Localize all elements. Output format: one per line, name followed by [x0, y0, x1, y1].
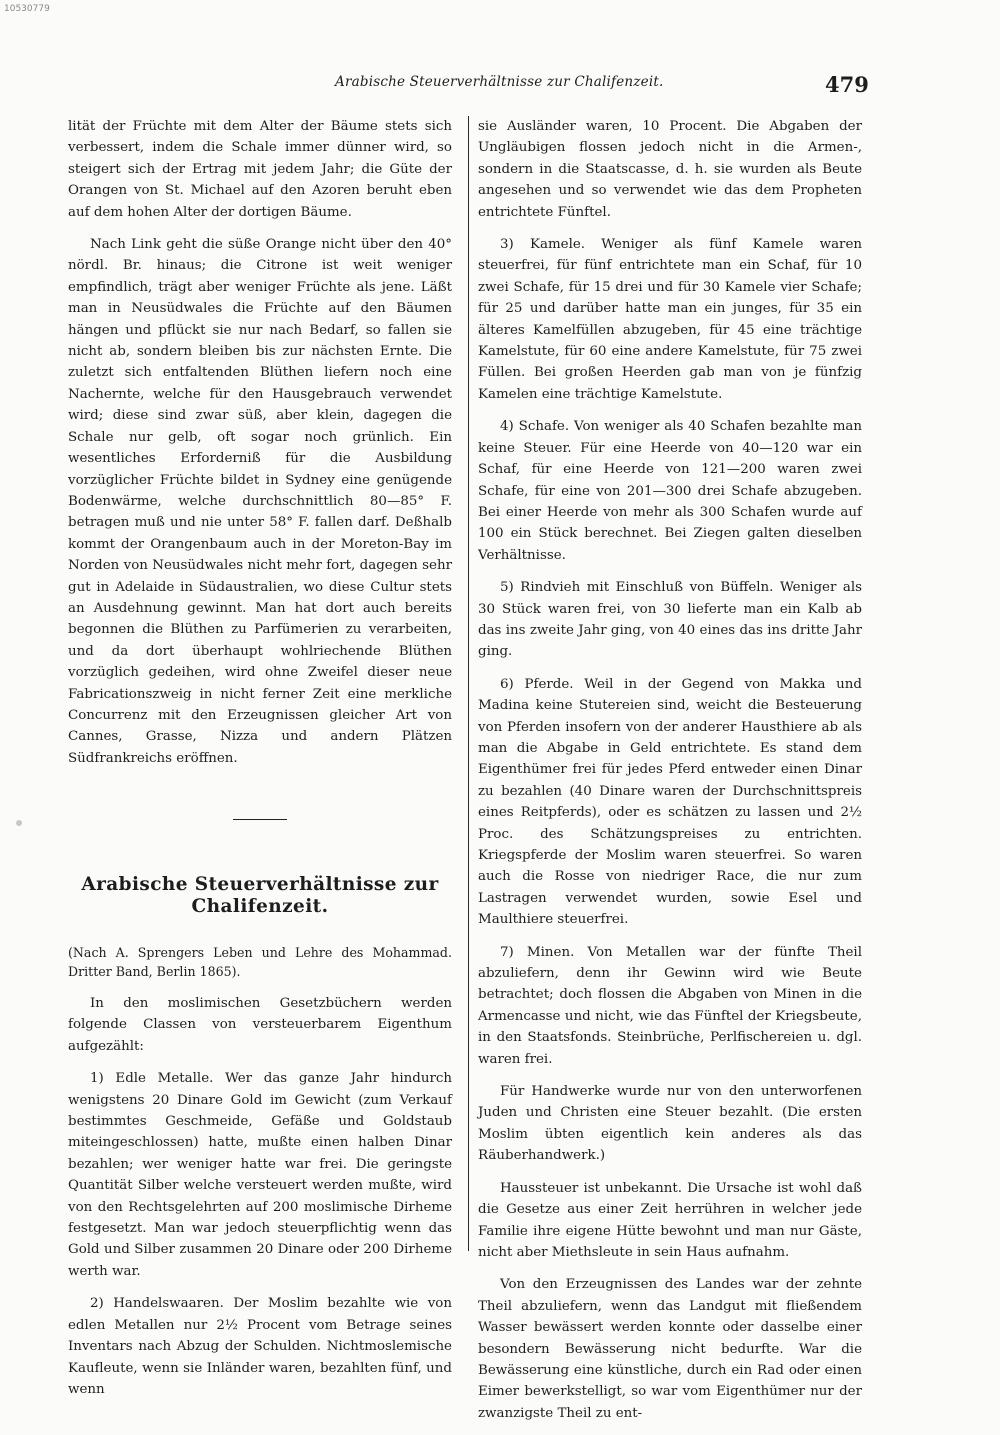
paragraph: 1) Edle Metalle. Wer das ganze Jahr hindurch wenigstens 20 Dinare Gold im Gewicht (zum Verkauf bestimmtes Geschmeide, Gefäße und Goldstaub miteingeschlossen) hatte, mußte einen halben Dinar bezahlen; wer weniger hatte war frei. Die geringste Quantität Silber welche versteuert werden mußte, wird von den Rechtsgelehrten auf 200 moslimische Dirheme festgesetzt. Man war jedoch steuerpflichtig wenn das Gold und Silber zusammen 20 Dinare oder 200 Dirheme werth war. — [68, 1071, 452, 1279]
column-divider — [468, 116, 469, 1251]
paragraph: Nach Link geht die süße Orange nicht über den 40° nördl. Br. hinaus; die Citrone ist weit weniger empfindlich, trägt aber weniger Früchte als jene. Läßt man in Neusüdwales die Früchte auf den Bäumen hängen und pflückt sie nur nach Bedarf, so fallen sie nicht ab, sondern bleiben bis zur nächsten Ernte. Die zuletzt sich entfaltenden Blüthen liefern noch eine Nachernte, welche für den Hausgebrauch verwendet wird; diese sind zwar süß, aber klein, dagegen die Schale nur gelb, oft sogar noch grünlich. Ein wesentliches Erforderniß für die Ausbildung vorzüglicher Früchte bildet in Sydney eine genügende Bodenwärme, welche durchschnittlich 80—85° F. betragen muß und nie unter 58° F. fallen darf. Deßhalb kommt der Orangenbaum auch in der Moreton-Bay im Norden von Neusüdwales nicht mehr fort, dagegen sehr gut in Adelaide in Südaustralien, wo diese Cultur stets an Ausdehnung gewinnt. Man hat dort auch bereits begonnen die Blüthen zu Parfümerien zu verarbeiten, und da dort überhaupt wohlriechende Blüthen vorzüglich gedeihen, wird ohne Zweifel dieser neue Fabricationszweig in nicht ferner Zeit eine merkliche Concurrenz mit den Erzeugnissen gleicher Art von Cannes, Grasse, Nizza und andern Plätzen Südfrankreichs eröffnen. — [68, 237, 452, 766]
paragraph: lität der Früchte mit dem Alter der Bäume stets sich verbessert, indem die Schale immer dünner wird, so steigert sich der Ertrag mit jedem Jahr; die Güte der Orangen von St. Michael auf den Azoren beruht eben auf dem hohen Alter der dortigen Bäume. — [68, 119, 452, 220]
paragraph: 7) Minen. Von Metallen war der fünfte Theil abzuliefern, denn ihr Gewinn wird wie Beute betrachtet; doch flossen die Abgaben von Minen in die Armencasse und nicht, wie das Fünftel der Kriegsbeute, in den Staatsfonds. Steinbrüche, Perlfischereien u. dgl. waren frei. — [478, 944, 862, 1067]
paragraph: 3) Kamele. Weniger als fünf Kamele waren steuerfrei, für fünf entrichtete man ein Schaf, für 10 zwei Schafe, für 15 drei und für 30 Kamele vier Schafe; für 25 und darüber hatte man ein junges, für 35 ein älteres Kamelfüllen abzugeben, für 45 eine trächtige Kamelstute, für 60 eine andere Kamelstute, für 75 zwei Füllen. Bei großen Heerden gab man von je fünfzig Kamelen eine trächtige Kamelstute. — [478, 237, 862, 402]
paragraph: Haussteuer ist unbekannt. Die Ursache ist wohl daß die Gesetze aus einer Zeit herrühren in welcher jede Familie ihre eigene Hütte bewohnt und man nur Gäste, nicht aber Miethsleute in sein Haus aufnahm. — [478, 1180, 862, 1260]
source-note: (Nach A. Sprengers Leben und Lehre des Mohammad. Dritter Band, Berlin 1865). — [68, 945, 452, 979]
paragraph: Für Handwerke wurde nur von den unterworfenen Juden und Christen eine Steuer bezahlt. (Die ersten Moslim übten eigentlich kein anderes als das Räuberhandwerk.) — [478, 1084, 862, 1164]
paragraph: Von den Erzeugnissen des Landes war der zehnte Theil abzuliefern, wenn das Landgut mit fließendem Wasser bewässert werden konnte oder dasselbe einer besondern Bewässerung nicht bedurfte. War die Bewässerung eine künstliche, durch ein Rad oder einen Eimer bewerkstelligt, so war vom Eigenthümer nur der zwanzigste Theil zu ent- — [478, 1277, 862, 1421]
paragraph: 2) Handelswaaren. Der Moslim bezahlte wie von edlen Metallen nur 2½ Procent vom Betrage seines Inventars nach Abzug der Schulden. Nichtmoslemische Kaufleute, wenn sie Inländer waren, bezahlten fünf, und wenn — [68, 1296, 452, 1397]
paragraph: 4) Schafe. Von weniger als 40 Schafen bezahlte man keine Steuer. Für eine Heerde von 40—120 war ein Schaf, für eine Heerde von 121—200 waren zwei Schafe, für eine von 201—300 drei Schafe abzugeben. Bei einer Heerde von mehr als 300 Schafen wurde auf 100 ein Stück berechnet. Bei Ziegen galten dieselben Verhältnisse. — [478, 419, 862, 563]
paragraph: 5) Rindvieh mit Einschluß von Büffeln. Weniger als 30 Stück waren frei, von 30 lieferte man ein Kalb ab das ins zweite Jahr ging, von 40 eines das ins dritte Jahr ging. — [478, 580, 862, 660]
scan-edge-spot — [16, 820, 22, 826]
paragraph: 6) Pferde. Weil in der Gegend von Makka und Madina keine Stutereien sind, weicht die Besteuerung von Pferden insofern von der anderer Hausthiere ab als man die Abgabe in Geld entrichtete. Es stand dem Eigenthümer frei für jedes Pferd entweder einen Dinar zu bezahlen (40 Dinare waren der Durchschnittspreis eines Reitpferds), oder es schätzen zu lassen und 2½ Proc. des Schätzungspreises zu entrichten. Kriegspferde der Moslim waren steuerfrei. So waren auch die Rosse von niedriger Race, die nur zum Lastragen verwendet wurden, sowie Esel und Maulthiere steuerfrei. — [478, 676, 862, 928]
scan-id-label: 10530779 — [4, 4, 50, 14]
page-number: 479 — [825, 72, 869, 97]
right-column — [478, 116, 862, 1435]
section-title: Arabische Steuerverhältnisse zur Chalifenzeit. — [81, 874, 439, 917]
running-head: Arabische Steuerverhältnisse zur Chalifenzeit. — [335, 74, 664, 90]
left-column — [68, 116, 452, 1411]
section-divider — [233, 819, 287, 820]
paragraph: In den moslimischen Gesetzbüchern werden folgende Classen von versteuerbarem Eigenthum aufgezählt: — [68, 996, 452, 1054]
paragraph: sie Ausländer waren, 10 Procent. Die Abgaben der Ungläubigen flossen jedoch nicht in die Armen-, sondern in die Staatscasse, d. h. sie wurden als Beute angesehen und so verwendet wie das dem Propheten entrichtete Fünftel. — [478, 119, 862, 220]
